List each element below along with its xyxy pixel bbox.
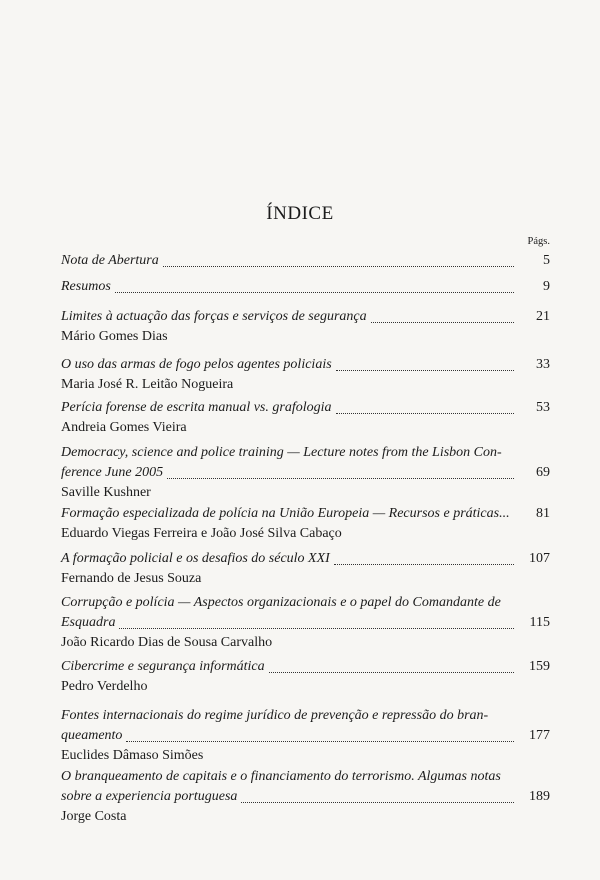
- toc-entry[interactable]: [61, 549, 550, 589]
- toc-entry[interactable]: [61, 307, 550, 347]
- entry-title: Perícia forense de escrita manual vs. grafologia: [61, 400, 332, 415]
- entry-title: O uso das armas de fogo pelos agentes policiais: [61, 357, 332, 372]
- dot-leader: [336, 409, 515, 414]
- pages-column-label: Págs.: [527, 236, 550, 247]
- entry-page: 33: [536, 357, 550, 372]
- entry-page: 9: [543, 279, 550, 294]
- entry-page: 177: [529, 728, 550, 743]
- dot-leader: [371, 318, 514, 323]
- dot-leader: [334, 560, 514, 565]
- entry-title: A formação policial e os desafios do século XXI: [61, 551, 330, 566]
- toc-entry[interactable]: [61, 355, 550, 395]
- entry-author: Euclides Dâmaso Simões: [61, 748, 204, 763]
- entry-author: Pedro Verdelho: [61, 679, 148, 694]
- entry-title: queamento: [61, 728, 123, 743]
- entry-page: 107: [529, 551, 550, 566]
- entry-page: 81: [536, 506, 550, 521]
- entry-page: 21: [536, 309, 550, 324]
- entry-page: 5: [543, 253, 550, 268]
- dot-leader: [119, 624, 514, 629]
- entry-author: Fernando de Jesus Souza: [61, 571, 202, 586]
- entry-title: Esquadra: [61, 615, 116, 630]
- dot-leader: [269, 668, 514, 673]
- entry-author: Maria José R. Leitão Nogueira: [61, 377, 234, 392]
- entry-title: Formação especializada de polícia na União Europeia — Recursos e práticas...: [61, 506, 510, 521]
- entry-page: 115: [529, 615, 550, 630]
- entry-title: Limites à actuação das forças e serviços de segurança: [61, 309, 367, 324]
- page-title: ÍNDICE: [266, 203, 334, 224]
- toc-entry[interactable]: [61, 277, 550, 297]
- entry-title: Resumos: [61, 279, 111, 294]
- toc-entry[interactable]: [61, 767, 550, 827]
- entry-author: Saville Kushner: [61, 485, 151, 500]
- entry-page: 53: [536, 400, 550, 415]
- entry-author: Mário Gomes Dias: [61, 329, 168, 344]
- entry-title-line1: Corrupção e polícia — Aspectos organizacionais e o papel do Comandante de: [61, 595, 501, 610]
- entry-title: Nota de Abertura: [61, 253, 159, 268]
- toc-entry[interactable]: [61, 657, 550, 697]
- toc-entry[interactable]: [61, 251, 550, 271]
- entry-page: 69: [536, 465, 550, 480]
- entry-page: 189: [529, 789, 550, 804]
- entry-author: Eduardo Viegas Ferreira e João José Silva Cabaço: [61, 526, 342, 541]
- entry-title: ference June 2005: [61, 465, 164, 480]
- entry-author: Andreia Gomes Vieira: [61, 420, 187, 435]
- dot-leader: [163, 262, 514, 267]
- toc-entry[interactable]: [61, 443, 550, 503]
- toc-entry[interactable]: [61, 706, 550, 766]
- dot-leader: [241, 798, 514, 803]
- entry-title: sobre a experiencia portuguesa: [61, 789, 238, 804]
- dot-leader: [336, 366, 514, 371]
- entry-page: 159: [529, 659, 550, 674]
- entry-title-line1: O branqueamento de capitais e o financiamento do terrorismo. Algumas notas: [61, 769, 501, 784]
- entry-author: João Ricardo Dias de Sousa Carvalho: [61, 635, 273, 650]
- entry-title-line1: Fontes internacionais do regime jurídico de prevenção e repressão do bran-: [61, 708, 489, 723]
- dot-leader: [126, 737, 514, 742]
- dot-leader: [167, 474, 514, 479]
- entry-author: Jorge Costa: [61, 809, 127, 824]
- entry-title: Cibercrime e segurança informática: [61, 659, 265, 674]
- dot-leader: [115, 288, 514, 293]
- toc-entry[interactable]: [61, 504, 550, 544]
- entry-title-line1: Democracy, science and police training — Lecture notes from the Lisbon Con-: [61, 445, 502, 460]
- toc-entry[interactable]: [61, 593, 550, 653]
- toc-entry[interactable]: [61, 398, 550, 438]
